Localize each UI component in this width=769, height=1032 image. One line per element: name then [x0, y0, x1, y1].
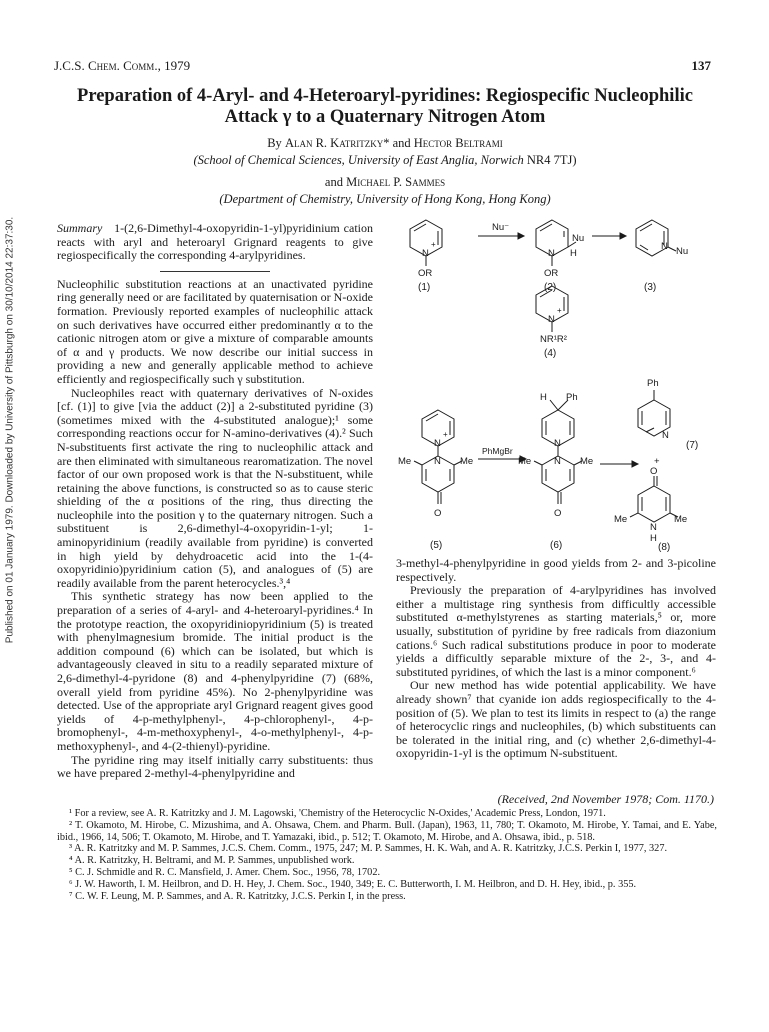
journal-year: , 1979: [157, 58, 191, 73]
title-line-1: Preparation of 4-Aryl- and 4-Heteroaryl-pyridines: Regiospecific Nucleophilic: [77, 86, 693, 106]
author-sammes: Michael P. Sammes: [346, 175, 446, 189]
summary: [57, 222, 373, 263]
author-katritzky: Alan R. Katritzky*: [284, 136, 390, 150]
summary-text: 1-(2,6-Dimethyl-4-oxopyridin-1-yl)pyridinium cation reacts with aryl and heteroaryl Grignard reagents to give regiospecifically the corresponding 4-arylpyridines.: [57, 221, 374, 263]
ring-8: [638, 486, 670, 522]
download-side-note: [2, 210, 18, 650]
left-column: [57, 222, 373, 781]
footnote-6: ⁶ J. W. Haworth, I. M. Heilbron, and D. H. Hey, J. Chem. Soc., 1940, 349; E. C. Butterworth, I. M. Heilbron, and D. H. Hey, ibid., p. 355.: [69, 878, 637, 890]
summary-divider: [160, 271, 270, 272]
paragraph-picoline: 3-methyl-4-phenylpyridine in good yields from 2- and 3-picoline respectively.: [396, 556, 716, 584]
paragraph-previously: Previously the preparation of 4-arylpyridines has involved either a multistage ring synthesis from difficultly accessible substituted α-methylstyrenes as starting materials,⁵ or, more usually, substitution of pyridine by free radicals from diazonium cations.⁶ Such radical substitutions produce in poor to moderate yields a difficultly separable mixture of the 2-, 3-, and 4-substituted pyridines, of which the last is a minor component.⁶: [396, 583, 716, 679]
paragraph-strategy: This synthetic strategy has now been applied to the preparation of a series of 4-aryl- and 4-heteroaryl-pyridines.⁴ In the prototype reaction, the oxopyridiniopyridinium (5) is treated with phenylmagnesium bromide. The initial product is the addition compound (6) which can be isolated, but which is advantageously cleaved in situ to a readily separated mixture of 2,6-dimethyl-4-pyridone (8) and 4-phenylpyridine (7) (68%, overall yield from pyridine 45%). No 2-phenylpyridine was detected. Use of the appropriate aryl Grignard reagent gives good yields of 4-p-methylphenyl-, 4-p-chlorophenyl-, 4-p-bromophenyl-, 4-m-methoxyphenyl-, 4-o-methylphenyl-, 4-p-methoxyphenyl-, and 4-(2-thienyl)-pyridine.: [57, 589, 373, 753]
label-4: (4): [544, 348, 557, 359]
nu-3: Nu: [676, 246, 689, 257]
n-2: N: [548, 248, 555, 259]
nu-2: Nu: [572, 233, 585, 244]
label-3: (3): [644, 282, 657, 293]
label-8: (8): [658, 542, 671, 553]
received-date: (Received, 2nd November 1978; Com. 1170.): [497, 792, 714, 806]
paragraph-nucleophiles: Nucleophiles react with quaternary derivatives of N-oxides [cf. (1)] to give [via the adduct (2)] a 2-substituted pyridine (3) (sometimes mixed with the 4-substituted analogue);¹ some corresponding reactions occur for N-amino-derivatives (4).² Such N-substituents first activate the ring to nucleophilic attack and are then eliminated with simultaneous rearomatization. The novel factor of our own proposed work is that the N-substituent, while retaining the above functions, is constructed so as to cause steric shielding of the α positions of the ring, thus directing the nucleophile into the position γ to the quaternary nitrogen. Such a substituent is 2,6-dimethyl-4-oxopyridin-1-yl; 1-aminopyridinium (readily available from pyridine) is converted in high yield by dehydroacetic acid into the 1-(4-oxopyridinio)pyridinium cation (5), and analogues of (5) are readily available from the parent heterocycles.³,⁴: [57, 385, 373, 590]
by-word: By: [267, 136, 282, 150]
title-line-2: Attack γ to a Quaternary Nitrogen Atom: [224, 107, 546, 127]
label-5: (5): [430, 540, 443, 551]
plus-5: +: [443, 430, 448, 439]
label-1: (1): [418, 282, 431, 293]
h-8: H: [650, 533, 657, 544]
journal-name: Chem. Comm.: [87, 58, 158, 73]
footnote-7: ⁷ C. W. F. Leung, M. P. Sammes, and A. R. Katritzky, J.C.S. Perkin I, in the press.: [69, 890, 406, 902]
n-3: N: [661, 241, 668, 252]
affiliation-1-code: NR4 7TJ): [526, 153, 577, 167]
label-6: (6): [550, 540, 563, 551]
o-5: O: [434, 508, 442, 519]
footnotes: [57, 808, 717, 902]
right-column: [396, 557, 716, 761]
n-6: N: [554, 438, 561, 449]
paragraph-intro: Nucleophilic substitution reactions at an unactivated pyridine ring generally need or are facilitated by quaternisation or N-oxide formation. Previously reported examples of nucleophilic attack on such derivatives have occurred either predominantly α to the cationic nitrogen atom or give a mixture of comparable amounts of α and γ products. We now describe our initial success in providing a new and generally applicable method to achieve efficiently and regiospecifically such γ substitution.: [57, 276, 373, 386]
author-line-1: [40, 136, 730, 151]
paragraph-substituents: The pyridine ring may itself initially carry substituents: thus we have prepared 2-methyl-4-phenylpyridine and: [57, 752, 373, 781]
reagent-label: PhMgBr: [482, 446, 513, 456]
footnote-1: ¹ For a review, see A. R. Katritzky and J. M. Lagowski, 'Chemistry of the Heterocyclic N-Oxides,' Academic Press, London, 1971.: [69, 808, 606, 819]
ph-6: Ph: [566, 392, 578, 403]
or-2: OR: [544, 268, 559, 279]
nu-minus-label: Nu⁻: [492, 222, 510, 233]
label-7: (7): [686, 440, 699, 451]
affiliation-2-text: (Department of Chemistry, University of Hong Kong, Hong Kong): [219, 192, 551, 206]
author-beltrami: Hector Beltrami: [413, 136, 503, 150]
h-2: H: [570, 248, 577, 259]
h-6: H: [540, 392, 547, 403]
o-8: O: [650, 466, 658, 477]
me-5-right: Me: [460, 456, 474, 467]
me-8-right: Me: [674, 514, 688, 525]
ph-7: Ph: [647, 378, 659, 389]
n-7: N: [662, 430, 669, 441]
label-2: (2): [544, 282, 557, 293]
o-6: O: [554, 508, 562, 519]
plus-1: +: [431, 240, 436, 249]
journal-prefix: J.C.S.: [54, 58, 85, 73]
nr1r2-4: NR¹R²: [540, 334, 567, 345]
footnote-4: ⁴ A. R. Katritzky, H. Beltrami, and M. P. Sammes, unpublished work.: [69, 855, 355, 867]
footnote-2: ² T. Okamoto, M. Hirobe, C. Mizushima, and A. Ohsawa, Chem. and Pharm. Bull. (Japan), 1963, 11, 780; T. Okamoto, M. Hirobe, Y. Tamai, and E. Yabe, ibid., 1966, 14, 506; T. Okamoto, M. Hirobe, and T. Yamazaki, ibid., p. 512; T. Okamoto, M. Hirobe, and A. Ohsawa, ibid., p. 518.: [57, 819, 717, 843]
summary-label: Summary: [57, 221, 103, 235]
n-5-bottom: N: [434, 456, 441, 467]
affiliation-2: [40, 192, 730, 207]
me-5-left: Me: [398, 456, 412, 467]
reaction-scheme-svg: [396, 214, 726, 554]
and-word-1: and: [392, 136, 411, 150]
footnote-5: ⁵ C. J. Schmidle and R. C. Mansfield, J. Amer. Chem. Soc., 1956, 78, 1702.: [69, 866, 381, 878]
paragraph-new-method: Our new method has wide potential applicability. We have already shown⁷ that cyanide ion adds regiospecifically to the 4-position of (5). We plan to test its limits in respect to (a) the range of heterocyclic rings and nucleophiles, (b) which substituents can be tolerated in the initial ring, and (c) whether 2,6-dimethyl-4-oxopyridin-1-yl is the optimum N-substituent.: [396, 678, 716, 761]
me-6-left: Me: [518, 456, 532, 467]
journal-header: [54, 58, 190, 74]
plus-4: +: [557, 306, 562, 315]
footnote-3: ³ A. R. Katritzky and M. P. Sammes, J.C.S. Chem. Comm., 1975, 247; M. P. Sammes, H. K. Wah, and A. R. Katritzky, J.C.S. Perkin I, 1977, 327.: [69, 843, 668, 855]
affiliation-1: [40, 153, 730, 168]
n-6-bottom: N: [554, 456, 561, 467]
affiliation-1-text: (School of Chemical Sciences, University of East Anglia, Norwich: [193, 153, 524, 167]
n-plus-1: N: [422, 248, 429, 259]
n-8: N: [650, 522, 657, 533]
reaction-scheme: [396, 214, 726, 554]
page-number: 137: [691, 58, 711, 73]
article-title: [40, 86, 730, 128]
or-1: OR: [418, 268, 433, 279]
n-4: N: [548, 314, 555, 325]
plus-sign: +: [654, 456, 660, 467]
side-note-text: Published on 01 January 1979. Downloaded by University of Pittsburgh on 30/10/2014 22:37:30.: [4, 216, 16, 644]
author-line-2: [40, 175, 730, 190]
n-plus-5: N: [434, 438, 441, 449]
me-8-left: Me: [614, 514, 628, 525]
and-word-2: and: [324, 175, 343, 189]
me-6-right: Me: [580, 456, 594, 467]
